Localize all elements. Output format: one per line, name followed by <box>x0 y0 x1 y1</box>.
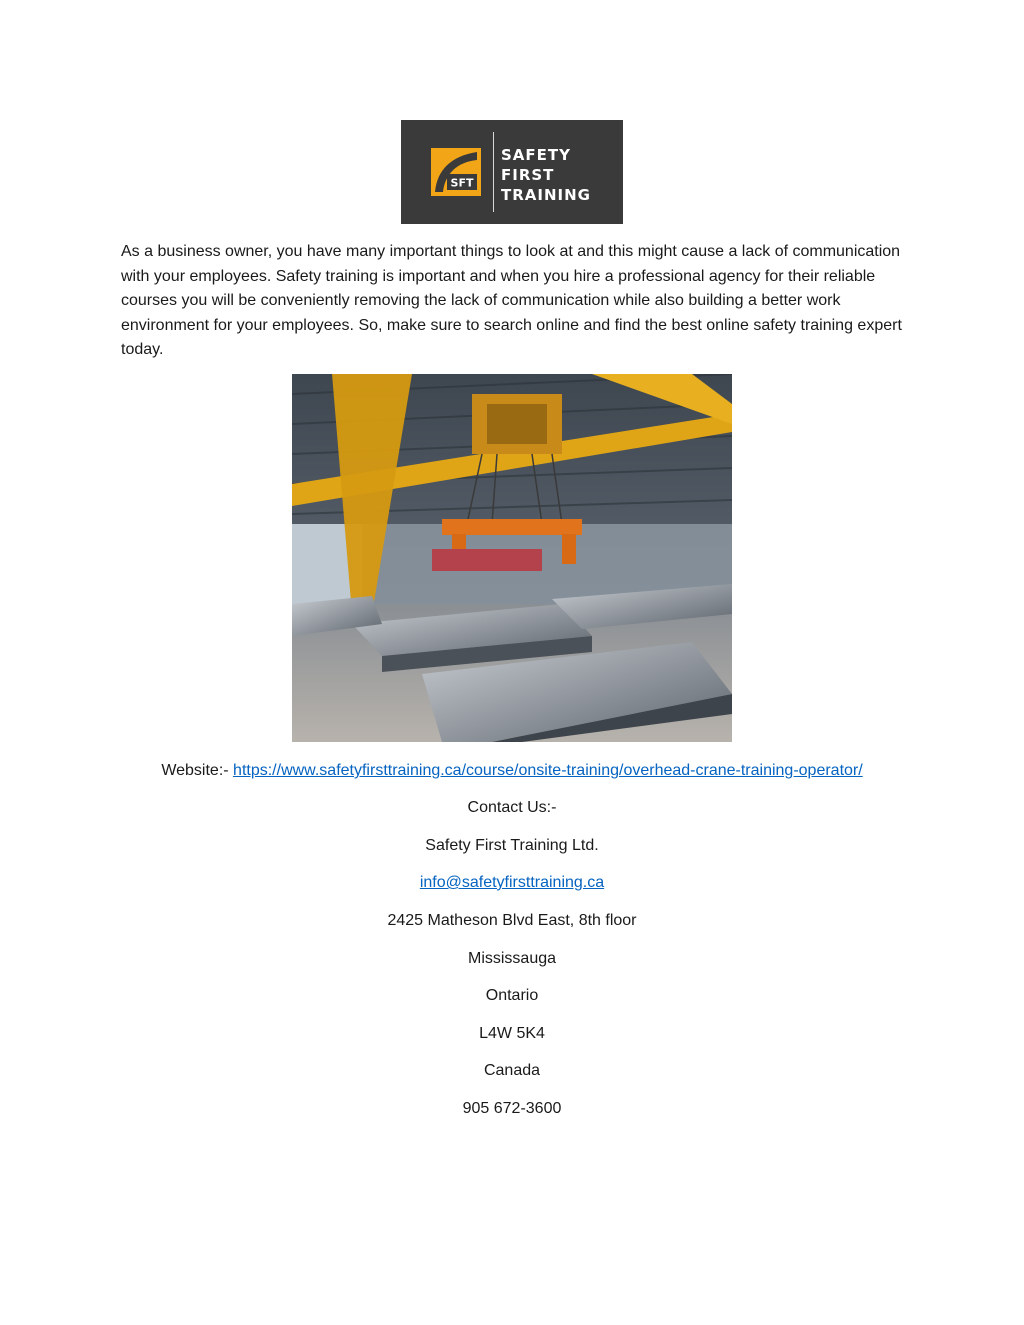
logo-line-2: FIRST <box>501 166 555 184</box>
warehouse-crane-photo <box>292 374 732 742</box>
company-name: Safety First Training Ltd. <box>425 837 599 854</box>
logo-line-3: TRAINING <box>501 186 591 204</box>
logo-badge-text: SFT <box>450 176 474 190</box>
city-line: Mississauga <box>467 950 557 967</box>
phone-line: 905 672-3600 <box>462 1100 562 1117</box>
website-line <box>0 761 1024 781</box>
country-line: Canada <box>483 1062 541 1079</box>
email-link[interactable]: info@safetyfirsttraining.ca <box>419 874 605 891</box>
contact-heading: Contact Us:- <box>467 799 557 816</box>
province-line: Ontario <box>485 987 539 1004</box>
website-link[interactable]: https://www.safetyfirsttraining.ca/course/onsite-training/overhead-crane-training-operator/ <box>233 762 863 779</box>
website-label: Website:- <box>161 762 234 779</box>
address-line: 2425 Matheson Blvd East, 8th floor <box>387 912 637 929</box>
logo-line-1: SAFETY <box>501 146 571 164</box>
company-logo <box>401 120 623 224</box>
postal-code-line: L4W 5K4 <box>479 1025 545 1042</box>
intro-paragraph: As a business owner, you have many important things to look at and this might cause a lack of communication with your employees. Safety training is important and when you hire a professional agency for their reliable courses you will be conveniently removing the lack of communication while also building a better work environment for your employees. So, make sure to search online and find the best online safety training expert today. <box>121 243 902 358</box>
logo-divider <box>493 132 494 212</box>
email-line <box>0 873 1024 893</box>
sft-logo-icon <box>431 148 481 196</box>
